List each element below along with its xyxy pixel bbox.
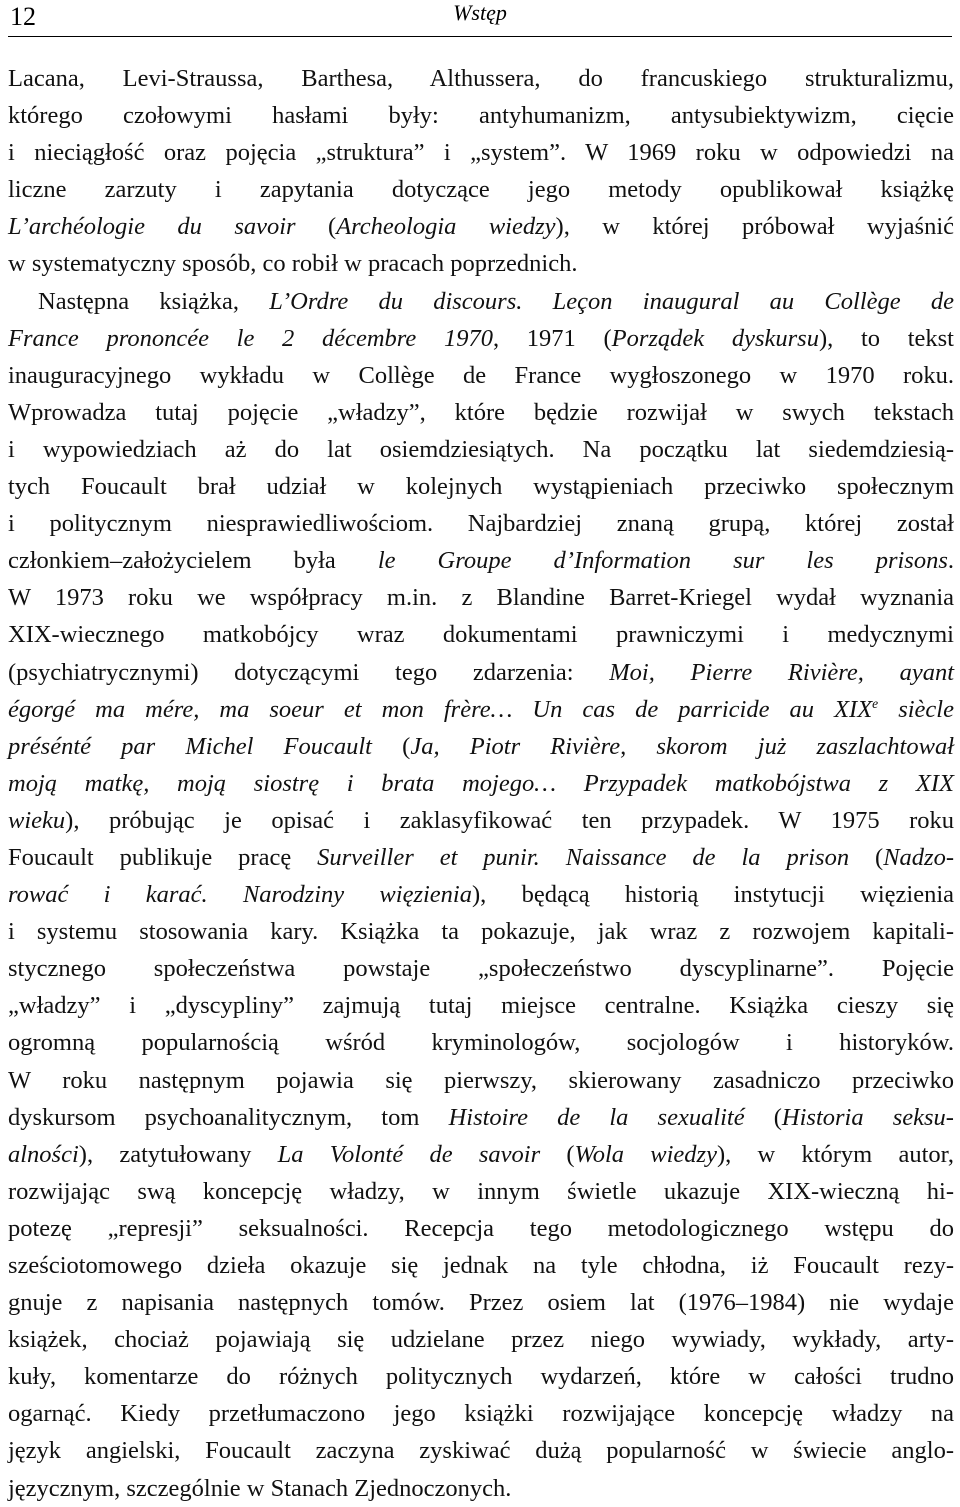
text-line: égorgé ma mére, ma soeur et mon frère… Un cas de parricide au XIXe siècle bbox=[8, 695, 954, 723]
text-line: ogarnąć. Kiedy przetłumaczono jego książki rozwijające koncepcję władzy na bbox=[8, 1400, 954, 1428]
text-line: język angielski, Foucault zaczyna zyskiwać dużą popularność w świecie anglo- bbox=[8, 1437, 954, 1465]
text-line: i systemu stosowania kary. Książka ta pokazuje, jak wraz z rozwojem kapitali- bbox=[8, 918, 954, 946]
text-line: i politycznym niesprawiedliwościom. Najbardziej znaną grupą, której został bbox=[8, 510, 954, 538]
text-line: i nieciągłość oraz pojęcia „struktura” i „system”. W 1969 roku w odpowiedzi na bbox=[8, 139, 954, 167]
body-text bbox=[8, 60, 954, 1507]
text-line: alności), zatytułowany La Volonté de savoir (Wola wiedzy), w którym autor, bbox=[8, 1140, 954, 1168]
text-line: członkiem–założycielem była le Groupe d’Information sur les prisons. bbox=[8, 547, 954, 575]
running-title: Wstęp bbox=[453, 0, 507, 25]
text-line: wieku), próbując je opisać i zaklasyfikować ten przypadek. W 1975 roku bbox=[8, 806, 954, 834]
header-rule bbox=[8, 36, 952, 37]
text-line: France prononcée le 2 décembre 1970, 1971 (Porządek dyskursu), to tekst bbox=[8, 324, 954, 352]
text-line: liczne zarzuty i zapytania dotyczące jego metody opublikował książkę bbox=[8, 176, 954, 204]
text-line: języcznym, szczególnie w Stanach Zjednoczonych. bbox=[8, 1474, 512, 1502]
text-line: Wprowadza tutaj pojęcie „władzy”, które będzie rozwijał w swych tekstach bbox=[8, 398, 954, 426]
text-line: gnuje z napisania następnych tomów. Przez osiem lat (1976–1984) nie wydaje bbox=[8, 1289, 954, 1317]
text-line: rozwijając swą koncepcję władzy, w innym świetle ukazuje XIX-wieczną hi- bbox=[8, 1177, 954, 1205]
text-line: książek, chociaż pojawiają się udzielane przez niego wywiady, wykłady, arty- bbox=[8, 1326, 954, 1354]
text-line: Następna książka, L’Ordre du discours. Leçon inaugural au Collège de bbox=[38, 287, 955, 315]
text-line: którego czołowymi hasłami były: antyhumanizm, antysubiektywizm, cięcie bbox=[8, 102, 954, 130]
text-line: dyskursom psychoanalitycznym, tom Histoire de la sexualité (Historia seksu- bbox=[8, 1103, 954, 1131]
page-header bbox=[0, 0, 960, 40]
text-line: moją matkę, moją siostrę i brata mojego… Przypadek matkobójstwa z XIX bbox=[8, 769, 954, 797]
text-line: W roku następnym pojawia się pierwszy, skierowany zasadniczo przeciwko bbox=[8, 1066, 954, 1094]
text-line: stycznego społeczeństwa powstaje „społeczeństwo dyscyplinarne”. Pojęcie bbox=[8, 955, 954, 983]
text-line: ogromną popularnością wśród kryminologów, socjologów i historyków. bbox=[8, 1029, 954, 1057]
text-line: tych Foucault brał udział w kolejnych wystąpieniach przeciwko społecznym bbox=[8, 473, 954, 501]
text-line: i wypowiedziach aż do lat osiemdziesiątych. Na początku lat siedemdziesią- bbox=[8, 435, 954, 463]
text-line: „władzy” i „dyscypliny” zajmują tutaj miejsce centralne. Książka cieszy się bbox=[8, 992, 954, 1020]
page-number: 12 bbox=[10, 2, 36, 31]
text-line: Foucault publikuje pracę Surveiller et punir. Naissance de la prison (Nadzo- bbox=[8, 843, 954, 871]
text-line: inauguracyjnego wykładu w Collège de France wygłoszonego w 1970 roku. bbox=[8, 361, 954, 389]
text-line: rować i karać. Narodziny więzienia), będącą historią instytucji więzienia bbox=[8, 881, 954, 909]
text-line: sześciotomowego dzieła okazuje się jednak na tyle chłodna, iż Foucault rezy- bbox=[8, 1252, 954, 1279]
text-line: kuły, komentarze do różnych politycznych wydarzeń, które w całości trudno bbox=[8, 1363, 954, 1391]
text-line: potezę „represji” seksualności. Recepcja tego metodologicznego wstępu do bbox=[8, 1214, 954, 1242]
text-line: W 1973 roku we współpracy m.in. z Blandine Barret-Kriegel wydał wyznania bbox=[8, 584, 954, 612]
text-line: w systematyczny sposób, co robił w pracach poprzednich. bbox=[8, 250, 578, 278]
text-line: Lacana, Levi-Straussa, Barthesa, Althussera, do francuskiego strukturalizmu, bbox=[8, 65, 954, 92]
text-line: L’archéologie du savoir (Archeologia wiedzy), w której próbował wyjaśnić bbox=[8, 213, 954, 241]
text-line: présénté par Michel Foucault (Ja, Piotr Rivière, skorom już zaszlachtował bbox=[8, 732, 955, 760]
text-line: XIX-wiecznego matkobójcy wraz dokumentami prawniczymi i medycznymi bbox=[8, 621, 954, 649]
text-line: (psychiatrycznymi) dotyczącymi tego zdarzenia: Moi, Pierre Rivière, ayant bbox=[8, 658, 955, 686]
